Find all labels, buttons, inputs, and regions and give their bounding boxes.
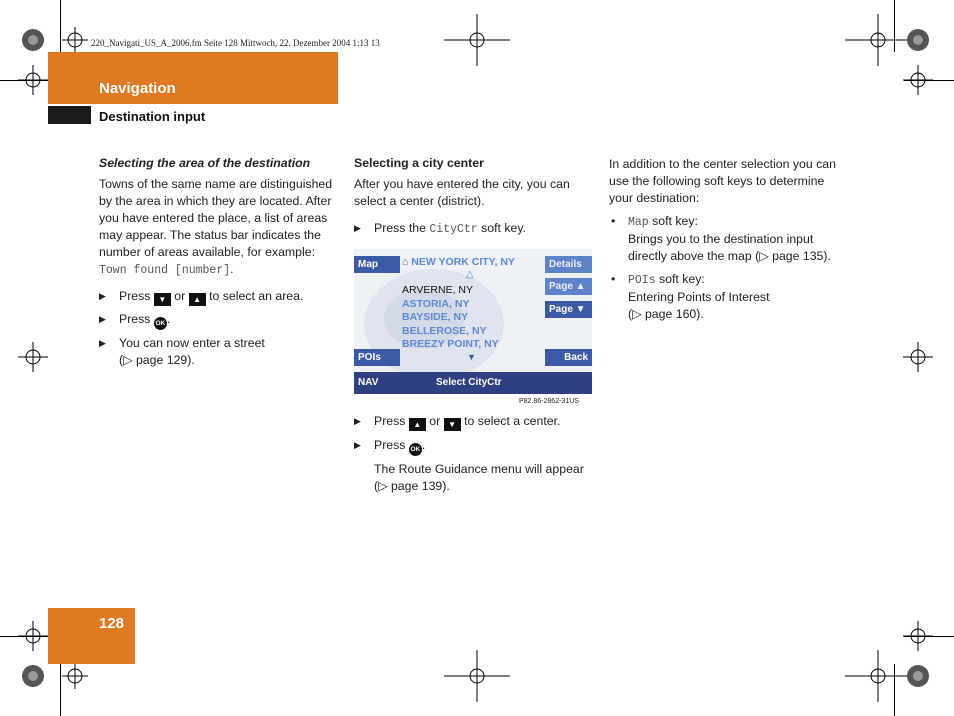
item-label: soft key: xyxy=(652,214,698,228)
details-softkey[interactable]: Details xyxy=(545,256,592,273)
step-text: to select an area. xyxy=(209,289,304,303)
col1-step-2 xyxy=(99,311,344,330)
col1-step-1 xyxy=(99,288,344,306)
col3-item-map xyxy=(609,213,849,265)
starburst-mark-icon xyxy=(907,29,929,51)
step-text: Press the xyxy=(374,221,426,235)
bullet-arrow-icon: ▶ xyxy=(99,314,106,324)
bullet-arrow-icon: ▶ xyxy=(354,416,361,426)
starburst-mark-icon xyxy=(907,665,929,687)
note-text: (▷ page 139). xyxy=(374,479,450,493)
center-list xyxy=(402,284,499,352)
header-city: NEW YORK CITY, NY xyxy=(411,256,515,268)
subsection-title: Destination input xyxy=(99,109,206,124)
step-text: (▷ page 129). xyxy=(119,353,195,367)
col2-paragraph: After you have entered the city, you can select a center (district). xyxy=(354,177,570,208)
step-text: to select a center. xyxy=(464,414,561,428)
bullet-dot-icon: • xyxy=(611,272,616,286)
step-text: Press xyxy=(119,289,151,303)
registration-target-icon xyxy=(18,621,48,651)
example-end: . xyxy=(230,262,234,276)
col3-item-pois xyxy=(609,271,849,323)
up-key-icon: ▲ xyxy=(189,293,206,306)
step-text: soft key. xyxy=(481,221,526,235)
registration-target-icon xyxy=(444,650,510,702)
page-down-softkey[interactable]: Page ▼ xyxy=(545,301,592,318)
list-item-selected[interactable]: ARVERNE, NY xyxy=(402,284,473,296)
figure-code: P82.86-2862-31US xyxy=(519,398,579,405)
print-header: 220_Navigati_US_A_2006.fm Seite 128 Mittwoch, 22. Dezember 2004 1:13 13 xyxy=(91,38,380,48)
bullet-arrow-icon: ▶ xyxy=(99,291,106,301)
column-2 xyxy=(354,156,594,210)
col2-step-2 xyxy=(354,413,594,431)
col1-paragraph xyxy=(99,176,344,279)
registration-target-icon xyxy=(62,663,88,689)
page-up-softkey[interactable]: Page ▲ xyxy=(545,278,592,295)
down-key-icon: ▼ xyxy=(154,293,171,306)
up-key-icon: ▲ xyxy=(409,418,426,431)
starburst-mark-icon xyxy=(22,665,44,687)
registration-target-icon xyxy=(903,621,933,651)
bullet-arrow-icon: ▶ xyxy=(99,338,106,348)
pois-code: POIs xyxy=(628,274,656,287)
col2-step-3 xyxy=(354,437,594,456)
item-label: soft key: xyxy=(659,272,705,286)
registration-target-icon xyxy=(18,65,48,95)
starburst-mark-icon xyxy=(22,29,44,51)
nav-screen xyxy=(354,249,592,394)
map-softkey[interactable]: Map xyxy=(354,256,400,273)
scroll-down-arrow-icon: ▼ xyxy=(467,352,476,362)
subsection-tab xyxy=(48,106,91,124)
bullet-arrow-icon: ▶ xyxy=(354,223,361,233)
step-text: Press xyxy=(374,438,406,452)
column-1 xyxy=(99,156,344,279)
back-softkey[interactable]: Back xyxy=(545,349,592,366)
col2-step-1 xyxy=(354,220,594,238)
step-text: or xyxy=(174,289,186,303)
status-nav: NAV xyxy=(358,377,379,388)
pois-softkey[interactable]: POIs xyxy=(354,349,400,366)
list-item[interactable]: BAYSIDE, NY xyxy=(402,311,469,323)
page-number: 128 xyxy=(99,615,125,632)
step-text: . xyxy=(421,438,426,452)
list-item[interactable]: BELLEROSE, NY xyxy=(402,324,487,337)
list-item[interactable]: ASTORIA, NY xyxy=(402,297,470,310)
bullet-arrow-icon: ▶ xyxy=(354,440,361,450)
status-example-code: Town found [number] xyxy=(99,264,231,277)
bullet-dot-icon: • xyxy=(611,214,616,228)
step-text: or xyxy=(429,414,441,428)
status-bar xyxy=(354,372,592,394)
col1-paragraph-text: Towns of the same name are distinguished by the area in which they are located. After you have entered the place, a list of areas may appear. The status bar indicates the number of areas available, for example: xyxy=(99,177,333,259)
col3-intro: In addition to the center selection you can use the following soft keys to determine your destination: xyxy=(609,157,836,205)
registration-target-icon xyxy=(845,14,911,66)
step-text: Press xyxy=(119,312,151,326)
registration-target-icon xyxy=(18,342,48,372)
cityctr-code: CityCtr xyxy=(429,223,478,236)
step-text: Press xyxy=(374,414,406,428)
registration-target-icon xyxy=(62,27,88,53)
list-item[interactable]: BREEZY POINT, NY xyxy=(402,338,499,350)
registration-target-icon xyxy=(845,650,911,702)
ok-key-icon: OK xyxy=(154,317,167,330)
map-code: Map xyxy=(628,216,649,229)
section-band xyxy=(48,52,338,104)
col2-heading: Selecting a city center xyxy=(354,156,484,170)
registration-target-icon xyxy=(903,342,933,372)
col1-heading: Selecting the area of the destination xyxy=(99,156,311,170)
ok-key-icon: OK xyxy=(409,443,422,456)
city-icon: ⌂ xyxy=(402,256,409,268)
col1-step-3 xyxy=(99,335,344,369)
scroll-up-arrow-icon: △ xyxy=(466,269,474,280)
status-title: Select CityCtr xyxy=(436,377,502,388)
item-desc: Brings you to the destination input xyxy=(628,232,814,246)
note-text: The Route Guidance menu will appear xyxy=(374,462,584,476)
step-text: . xyxy=(166,312,171,326)
registration-target-icon xyxy=(903,65,933,95)
item-desc: (▷ page 160). xyxy=(628,307,704,321)
item-desc: Entering Points of Interest xyxy=(628,290,770,304)
step-text: You can now enter a street xyxy=(119,336,265,350)
item-desc: directly above the map (▷ page 135). xyxy=(628,249,831,263)
section-title: Navigation xyxy=(99,80,176,97)
down-key-icon: ▼ xyxy=(444,418,461,431)
registration-target-icon xyxy=(444,14,510,66)
col2-note xyxy=(374,461,599,495)
screen-header xyxy=(402,256,515,268)
